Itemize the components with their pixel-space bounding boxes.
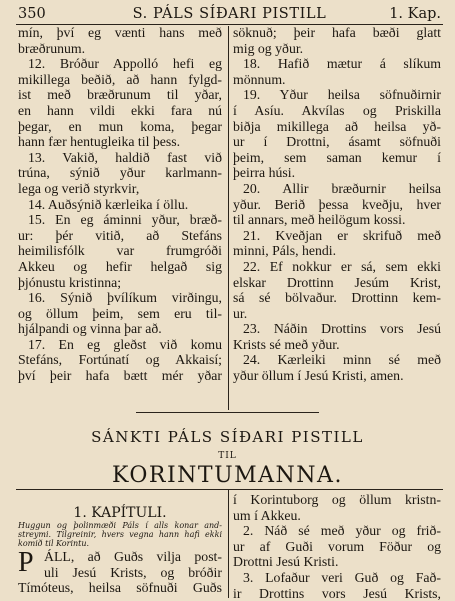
text-line: Krists sé með yður. <box>233 336 340 352</box>
text-line: trúna, sýnið yður karlmann- <box>18 165 222 181</box>
text-line: 15. En eg áminni yður, bræð- <box>28 212 222 228</box>
text-line: ir Drottins vors Jesú Krists, <box>233 585 441 601</box>
text-line: og öllum þeim, sem eru til- <box>18 305 222 321</box>
text-line: 14. Auðsýnið kærleika í öllu. <box>28 196 189 212</box>
summary-line: Huggun og þolinmæði Páls í alls konar and- <box>18 521 222 530</box>
text-line: heimilisfólk var frumgróði <box>18 243 222 259</box>
section-rule <box>136 412 319 413</box>
text-line: elskar Drottinn Jesúm Krist, <box>233 274 441 290</box>
text-line: ur í Drottni, ásamt söfnuði <box>233 134 441 150</box>
text-line: ur: þér vitið, að Stefáns <box>18 227 222 243</box>
text-line: ur. <box>233 305 248 321</box>
text-line: Drottni Jesú Kristi. <box>233 554 339 570</box>
text-line: mönnum. <box>233 71 286 87</box>
text-line: til annars, með heilögum kossi. <box>233 212 406 228</box>
text-line: ur af Guði vorum Föður og <box>233 538 441 554</box>
text-line: þjónustu kristinna; <box>18 274 122 290</box>
text-line: söknuð; þeir hafa bæði glatt <box>233 25 441 40</box>
text-line: hann fær hentugleika til þess. <box>18 134 181 150</box>
text-line: mig og yður. <box>233 40 304 56</box>
text-line: þeirra húsi. <box>233 165 296 181</box>
text-line: bræðrunum. <box>18 40 86 56</box>
text-line: mikillega beðið, að hann fylgd- <box>18 71 222 87</box>
text-line: í Asíu. Akvílas og Priskilla <box>233 102 441 118</box>
text-line: mín, því eg vænti hans með <box>18 25 222 40</box>
column-divider-lower <box>228 490 229 598</box>
book-title-line3: KORINTUMANNA. <box>112 463 343 488</box>
lower-left-column <box>18 549 222 596</box>
text-line: en hann vildi ekki fara nú <box>18 102 222 118</box>
text-line: Stefáns, Fortúnatí og Akkaisí; <box>18 352 222 368</box>
text-line: uli Jesú Krists, og bróðir <box>44 564 222 580</box>
chapter-marker: 1. Kap. <box>389 6 441 22</box>
text-line: 12. Bróður Appolló hefi eg <box>28 56 222 72</box>
text-line: 17. En eg gleðst við komu <box>28 336 222 352</box>
text-line: 16. Sýnið þvílíkum virðingu, <box>28 290 222 306</box>
running-header <box>18 6 441 24</box>
text-line: ÁLL, að Guðs vilja post- <box>44 549 222 564</box>
upper-left-column <box>18 25 222 384</box>
text-line: 24. Kærleiki minn sé með <box>243 352 441 368</box>
text-line: þegar, en mun koma, þegar <box>18 118 222 134</box>
text-line: um í Akkeu. <box>233 507 301 523</box>
text-line: lega og verið styrkvir, <box>18 180 140 196</box>
summary-line: streymi. Tilgreinir, hvers vegna hann hafi ekki <box>18 530 222 539</box>
text-line: yður öllum í Jesú Kristi, amen. <box>233 368 404 384</box>
text-line: Tímóteus, heilsa söfnuði Guðs <box>18 580 222 596</box>
title-rule <box>16 489 443 490</box>
text-line: 20. Allir bræðurnir heilsa <box>243 180 441 196</box>
summary-line: komið til Korintu. <box>18 539 90 548</box>
book-title-line1: SÁNKTI PÁLS SÍÐARI PISTILL <box>91 428 364 446</box>
text-line: þeim, sem saman kemur í <box>233 149 441 165</box>
drop-cap: P <box>18 547 34 578</box>
text-line: minni, Páls, hendi. <box>233 243 337 259</box>
text-line: biðja mikillega að heilsa yð- <box>233 118 441 134</box>
column-divider <box>228 26 229 410</box>
text-line: ist með bræðrunum til yðar, <box>18 87 222 103</box>
text-line: 19. Yður heilsa söfnuðirnir <box>243 87 441 103</box>
text-line: Akkeu og hefir helgað sig <box>18 258 222 274</box>
text-line: yður. Berið þessa kveðju, hver <box>233 196 441 212</box>
text-line: 22. Ef nokkur er sá, sem ekki <box>243 258 441 274</box>
text-line: 2. Náð sé með yður og frið- <box>243 523 441 539</box>
running-title: S. PÁLS SÍÐARI PISTILL <box>132 6 327 22</box>
text-line: 18. Hafið mætur á slíkum <box>243 56 441 72</box>
text-line: 23. Náðin Drottins vors Jesú <box>243 321 441 337</box>
text-line: 13. Vakið, haldið fast við <box>28 149 222 165</box>
text-line: hjálpandi og vinna þar að. <box>18 321 162 337</box>
upper-right-column <box>233 25 441 384</box>
text-line: 3. Lofaður veri Guð og Fað- <box>243 569 441 585</box>
book-title-line2: TIL <box>218 451 237 461</box>
text-line: 21. Kveðjan er skrifuð með <box>243 227 441 243</box>
chapter-heading: 1. KAPÍTULI. <box>73 505 167 521</box>
chapter-summary <box>18 521 222 548</box>
text-line: í Korintuborg og öllum kristn- <box>233 492 441 507</box>
text-line: sá sé bölvaður. Drottinn kem- <box>233 290 441 306</box>
lower-right-column <box>233 492 441 601</box>
page-number: 350 <box>18 6 46 22</box>
text-line: því þeir hafa bætt mér yðar <box>18 368 222 384</box>
